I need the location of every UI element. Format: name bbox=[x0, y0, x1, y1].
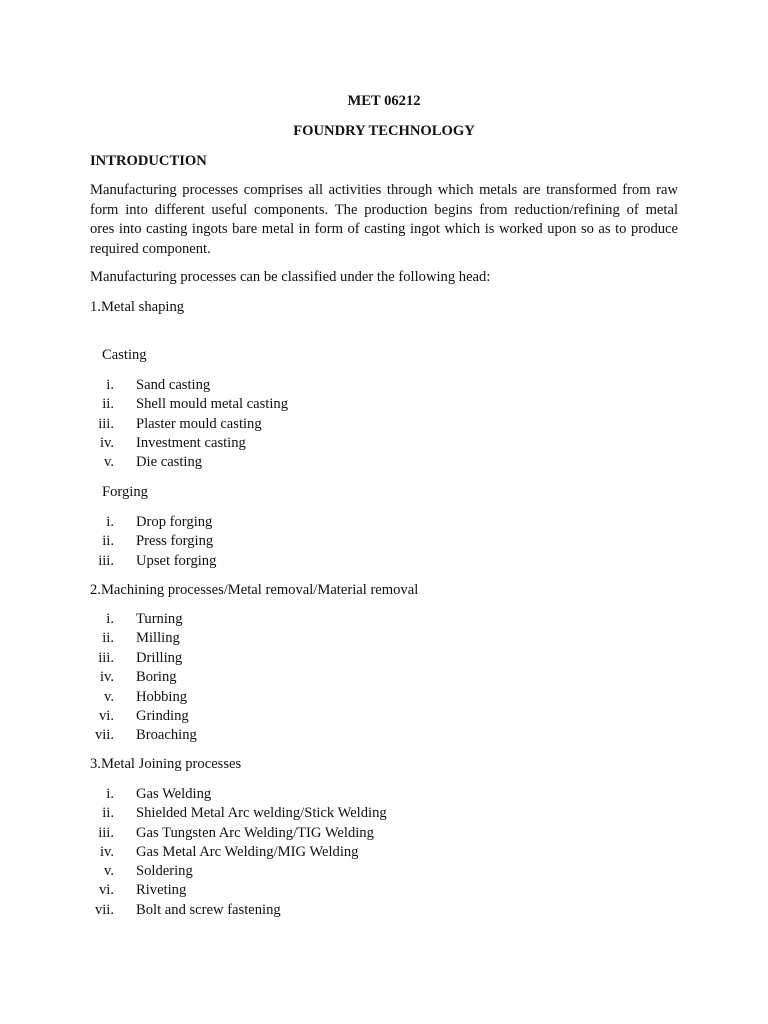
intro-line: required component. bbox=[90, 240, 211, 257]
list-numeral: iv. bbox=[99, 434, 114, 451]
course-code: MET 06212 bbox=[347, 93, 421, 109]
list-item-text: Bolt and screw fastening bbox=[136, 901, 281, 918]
list-item bbox=[0, 533, 768, 552]
list-item-text: Shell mould metal casting bbox=[136, 396, 288, 413]
list-numeral: vii. bbox=[94, 727, 114, 744]
subcategory-heading: Casting bbox=[102, 347, 147, 363]
category-heading: 1.Metal shaping bbox=[90, 299, 185, 315]
list-item bbox=[0, 689, 768, 708]
list-numeral: i. bbox=[106, 786, 114, 802]
list-item bbox=[0, 882, 768, 901]
list-item bbox=[0, 708, 768, 727]
list-item-text: Sand casting bbox=[136, 377, 211, 393]
classification-intro: Manufacturing processes can be classified under the following head: bbox=[90, 269, 491, 285]
list-numeral: ii. bbox=[102, 630, 114, 647]
list-item-text: Milling bbox=[136, 630, 180, 647]
list-item-text: Hobbing bbox=[136, 688, 188, 705]
list-item-text: Turning bbox=[136, 611, 183, 627]
list-numeral: iii. bbox=[98, 649, 114, 666]
subcategory-heading: Forging bbox=[102, 484, 148, 500]
section-heading: INTRODUCTION bbox=[90, 153, 207, 169]
intro-line: Manufacturing processes comprises all activities through which metals are transformed from raw bbox=[90, 182, 678, 198]
course-title: FOUNDRY TECHNOLOGY bbox=[293, 123, 475, 139]
list-item bbox=[0, 863, 768, 882]
list-item bbox=[0, 727, 768, 746]
list-numeral: v. bbox=[104, 863, 114, 879]
list-item-text: Plaster mould casting bbox=[136, 415, 262, 432]
list-item-text: Grinding bbox=[136, 708, 189, 724]
list-item-text: Gas Metal Arc Welding/MIG Welding bbox=[136, 843, 359, 860]
list-item-text: Upset forging bbox=[136, 552, 217, 569]
list-numeral: ii. bbox=[102, 533, 114, 550]
list-numeral: vi. bbox=[99, 708, 114, 724]
list-item bbox=[0, 553, 768, 572]
list-item-text: Soldering bbox=[136, 863, 193, 879]
list-numeral: iv. bbox=[99, 843, 114, 860]
list-item bbox=[0, 416, 768, 435]
list-numeral: v. bbox=[104, 454, 114, 470]
list-item-text: Die casting bbox=[136, 454, 203, 470]
list-item-text: Drilling bbox=[136, 649, 183, 666]
intro-paragraph bbox=[90, 181, 678, 259]
list-item bbox=[0, 844, 768, 863]
list-item bbox=[0, 805, 768, 824]
list-item bbox=[0, 435, 768, 454]
list-numeral: ii. bbox=[102, 805, 114, 822]
list-item bbox=[0, 786, 768, 805]
list-numeral: vii. bbox=[94, 901, 114, 918]
list-item bbox=[0, 825, 768, 844]
list-item bbox=[0, 514, 768, 533]
list-numeral: v. bbox=[104, 688, 114, 705]
list-numeral: iv. bbox=[99, 669, 114, 686]
list-item bbox=[0, 669, 768, 688]
list-item bbox=[0, 630, 768, 649]
intro-line: form into different useful components. The production begins from reduction/refining of metal bbox=[90, 201, 678, 218]
list-item-text: Gas Tungsten Arc Welding/TIG Welding bbox=[136, 824, 374, 841]
list-numeral: i. bbox=[106, 377, 114, 393]
list-item-text: Broaching bbox=[136, 727, 197, 744]
list-numeral: ii. bbox=[102, 396, 114, 413]
intro-line: ores into casting ingots bare metal in form of casting ingot which is worked upon so as to produce bbox=[90, 221, 678, 237]
category-heading: 3.Metal Joining processes bbox=[90, 756, 242, 772]
list-numeral: iii. bbox=[98, 824, 114, 841]
list-numeral: vi. bbox=[99, 882, 114, 899]
list-item-text: Gas Welding bbox=[136, 786, 212, 802]
list-item-text: Drop forging bbox=[136, 514, 213, 530]
list-item bbox=[0, 454, 768, 473]
list-item bbox=[0, 650, 768, 669]
list-numeral: i. bbox=[106, 611, 114, 627]
list-item-text: Press forging bbox=[136, 533, 214, 550]
list-numeral: i. bbox=[106, 514, 114, 530]
list-item bbox=[0, 396, 768, 415]
list-item-text: Boring bbox=[136, 669, 177, 686]
list-item-text: Riveting bbox=[136, 882, 187, 899]
category-heading: 2.Machining processes/Metal removal/Material removal bbox=[90, 582, 419, 598]
list-item bbox=[0, 377, 768, 396]
list-item-text: Shielded Metal Arc welding/Stick Welding bbox=[136, 805, 387, 822]
list-item-text: Investment casting bbox=[136, 434, 246, 451]
list-item bbox=[0, 611, 768, 630]
list-numeral: iii. bbox=[98, 415, 114, 432]
list-numeral: iii. bbox=[98, 552, 114, 569]
list-item bbox=[0, 902, 768, 921]
